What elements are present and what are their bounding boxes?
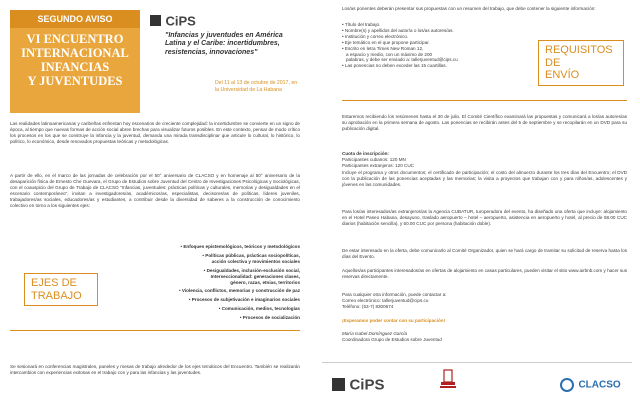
closing-message: ¡Esperamos poder contar con su participación! xyxy=(342,318,446,323)
cuota-extranjeros: Participantes extranjeros: 120 CUC xyxy=(342,163,415,168)
cips-header-logo: CiPS xyxy=(150,12,300,30)
alojamiento-paragraph: Aquellos/as participantes interesados/as en ofertas de alojamiento en casas particulares, pueden visitar el sitio www.airbnb.com y hacer sus reservas directamente. xyxy=(342,268,627,279)
cuota-cubanos: Participantes cubanos: 120 MN xyxy=(342,157,406,162)
cips-logo-icon xyxy=(332,378,345,391)
requisitos-label: REQUISITOS DE ENVÍO xyxy=(538,40,624,86)
list-item: • Procesos de subjetivación e imaginarios sociales xyxy=(188,297,300,303)
list-item: • Comunicación, medios, tecnologías xyxy=(218,306,300,312)
list-item: • Institución y correo electrónico. xyxy=(342,33,409,39)
ejes-list xyxy=(100,244,300,321)
ponentes-intro: Los/as ponentes deberán presentar sus propuestas con un resumen del trabajo, que debe contener la siguiente información: xyxy=(342,6,596,11)
list-item: • Las ponencias no deben exceder las 15 cuartillas. xyxy=(342,63,447,69)
oferta-paragraph: De estar interesado en la oferta, debe comunicarlo al Comité Organizador, quien se hará cargo de tramitar su solicitud de reserva hasta los días del Evento. xyxy=(342,248,627,259)
list-item: • Título del trabajo. xyxy=(342,22,381,27)
footer-divider xyxy=(322,362,632,363)
divider xyxy=(342,100,627,101)
list-item: Interseccionalidad: generaciones clases, xyxy=(210,273,300,279)
cips-logo-icon xyxy=(150,15,161,26)
signature-role: Coordinadora Grupo de Estudios sobre Juventud xyxy=(342,337,442,342)
event-title: VI ENCUENTRO INTERNACIONAL INFANCIAS Y JUVENTUDES xyxy=(21,32,129,88)
contact-email: Correo electrónico: tallerjuventud@cips.cu xyxy=(342,298,429,303)
cips-footer-logo: CiPS xyxy=(332,376,384,394)
list-item: • Procesos de socialización xyxy=(239,315,300,321)
signature-name: María Isabel Domínguez García xyxy=(342,331,408,336)
list-item: • Desigualdades, inclusión-exclusión social, xyxy=(203,267,300,273)
sessions-paragraph: Se sesionará en conferencias magistrales, paneles y mesas de trabajo alrededor de los ejes temáticos del Encuentro. También se realizarán intercambios con experiencias exitosas en el trabajo con y para las infancias y las juventudes. xyxy=(10,364,300,375)
contact-intro: Para cualquier otra información, puede contactar a: xyxy=(342,292,447,297)
ejes-label: EJES DE TRABAJO xyxy=(24,273,98,306)
deadline-paragraph: Estaremos recibiendo los resúmenes hasta el 30 de julio. El Comité Científico examinará las propuestas y comunicará a los/as autores/as su aprobación en la primera semana de agosto. Las ponencias se recibirán antes del 5 de septiembre y se recopilarán en un DVD para su publicación digital. xyxy=(342,114,627,131)
list-item: acción colectiva y movimientos sociales xyxy=(211,258,300,264)
segundo-aviso: SEGUNDO AVISO xyxy=(10,10,140,28)
event-theme: "Infancias y juventudes en América Latina y el Caribe: incertidumbres, resistencias, innovaciones" xyxy=(165,32,283,56)
list-item: a espacio y medio, con un máximo de 200 xyxy=(346,51,433,57)
list-item: género, razas, etnias, territorios xyxy=(230,279,300,285)
list-item: • Escrito en letra Times New Roman 12, xyxy=(342,45,424,51)
cuota-includes: Incluye el programa y otros documentos; el certificado de participación; el costo del almuerzo durante los tres días del Encuentro; el DVD con la publicación de las ponencias aceptadas y las memorias; la visita a proyectos que trabajan con y para niños/as, adolescentes y jóvenes en las comunidades. xyxy=(342,170,627,187)
list-item: palabras, y debe ser enviado a: tallerjuventud@cips.cu xyxy=(346,57,458,63)
clacso-logo-icon xyxy=(560,378,574,392)
list-item: • Eje temático en el que propone participar. xyxy=(342,39,430,45)
event-date: Del 11 al 13 de octubre de 2017, en la Universidad de La Habana xyxy=(215,80,298,93)
seal-logo xyxy=(438,368,458,390)
intro-paragraph: Las realidades latinoamericanas y caribeñas enfrentan hoy escenarios de creciente complejidad: la incertidumbre se convierte en un signo de época, al tiempo que nuevas formas de acción social abren brechas para visualizar futuros posibles. En este contexto, pensar de modo crítico los procesos en los que se construye la infancia y la juventud, demanda una mirada transdisciplinar que articule lo cultural, lo histórico, lo político, lo económico, desde renovados propuestas teóricas y metodológicas. xyxy=(10,121,300,144)
context-paragraph: A partir de ello, en el marco de las jornadas de celebración por el 50° aniversario de CLACSO y en homenaje al 50° aniversario de la desaparición física de Ernesto Che Guevara, el Grupo de Estudios sobre Juventud del Centro de Investigaciones Psicológicas y Sociológicas, con el coauspicio del Grupo de Trabajo de CLACSO "Infancias, juventudes: prácticas políticas y culturales, memorias y desigualdades en el escenario contemporáneo", invitan a investigadores/as, académicos/as, especialistas, decisores/as de políticas, líderes juveniles, trabajadores/as sociales, educadores/as y estudiantes, a contribuir desde la diversidad de saberes a la construcción de conocimiento colectivo en torno a los siguientes ejes: xyxy=(10,173,300,208)
list-item: • Nombre(s) y apellidos del autor/a o los/as autores/as. xyxy=(342,27,454,33)
seal-icon xyxy=(438,368,458,390)
contact-phone: Teléfono: (53-7) 8300674 xyxy=(342,304,394,309)
cubatur-paragraph: Para los/as interesados/as extranjeros/as la Agencia CUBATUR, turoperadora del evento, ha diseñado una oferta que incluye: alojamiento en el Hotel Paseo Habana, desayuno, traslado aeropuerto – hotel – aeropuerto, asistencia en aeropuerto y hotel, al precio de 58.00 CUC diarios (habitación sencilla), y 50.00 CUC por persona (habitación doble). xyxy=(342,209,627,226)
list-item: • Enfoques epistemológicos, teóricos y metodológicos xyxy=(180,244,300,249)
cuota-title: Cuota de inscripción: xyxy=(342,151,389,156)
clacso-logo: CLACSO xyxy=(560,376,621,394)
requisitos-list xyxy=(342,22,517,69)
list-item: • Violencia, conflictos, memorias y construcción de paz xyxy=(178,288,300,294)
list-item: • Políticas públicas, prácticas sociopolíticas, xyxy=(202,252,300,258)
divider xyxy=(10,330,300,331)
